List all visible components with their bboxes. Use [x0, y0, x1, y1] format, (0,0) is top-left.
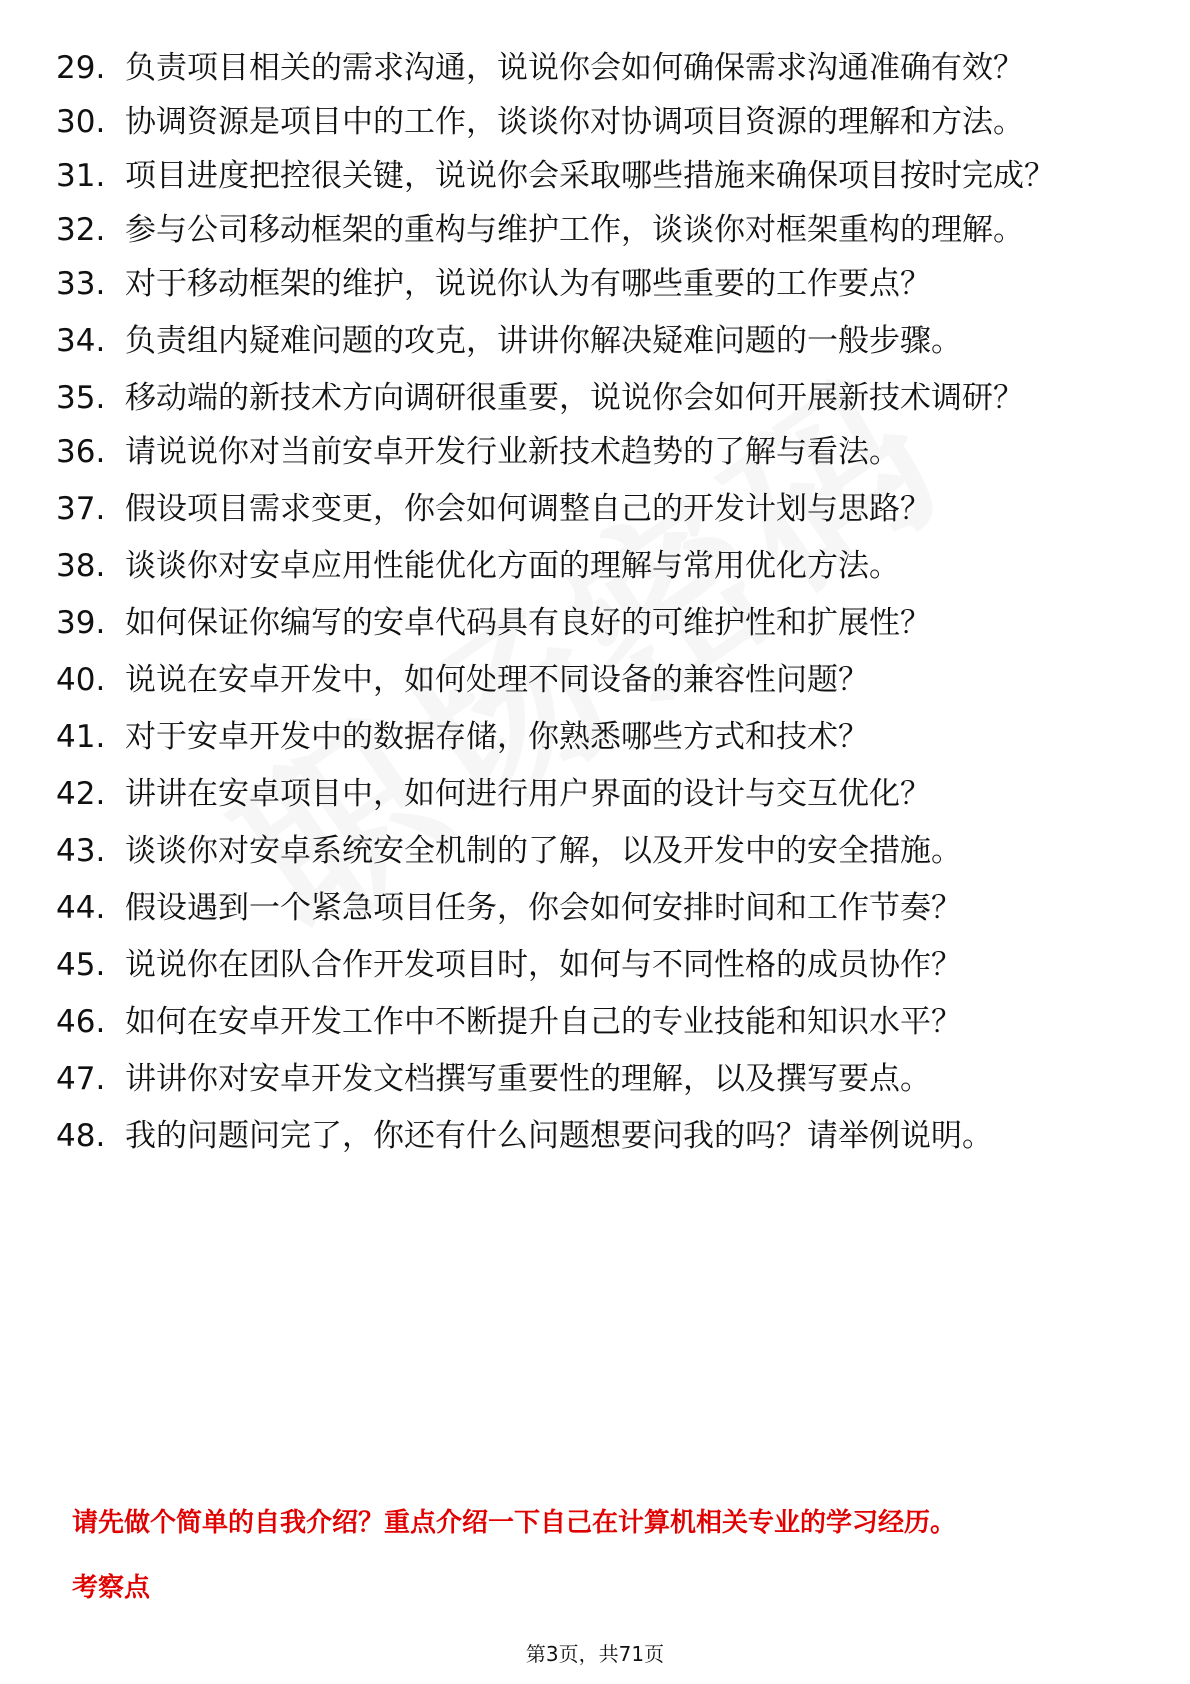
question-number: 40.: [56, 662, 106, 698]
question-number: 48.: [56, 1118, 106, 1154]
question-item: [0, 546, 1190, 586]
question-text: 谈谈你对安卓应用性能优化方面的理解与常用优化方法。: [125, 548, 900, 584]
question-number: 41.: [56, 719, 106, 755]
question-number: 38.: [56, 548, 106, 584]
question-text: 如何保证你编写的安卓代码具有良好的可维护性和扩展性？: [125, 605, 931, 641]
question-text: 参与公司移动框架的重构与维护工作，谈谈你对框架重构的理解。: [125, 212, 1024, 248]
question-item: [0, 1002, 1190, 1042]
question-text: 对于移动框架的维护，说说你认为有哪些重要的工作要点？: [125, 266, 931, 302]
question-item: [0, 603, 1190, 643]
question-number: 29.: [56, 50, 106, 86]
question-number: 42.: [56, 776, 106, 812]
question-item: [0, 945, 1190, 985]
question-number: 32.: [56, 212, 106, 248]
question-item: [0, 717, 1190, 757]
question-item: [0, 888, 1190, 928]
question-item: [0, 156, 1190, 196]
question-item: [0, 210, 1190, 250]
question-item: [0, 102, 1190, 142]
question-text: 对于安卓开发中的数据存储，你熟悉哪些方式和技术？: [125, 719, 869, 755]
question-item: [0, 378, 1190, 418]
question-text: 移动端的新技术方向调研很重要，说说你会如何开展新技术调研？: [125, 380, 1024, 416]
question-item: [0, 264, 1190, 304]
question-text: 负责项目相关的需求沟通，说说你会如何确保需求沟通准确有效？: [125, 50, 1024, 86]
question-text: 讲讲在安卓项目中，如何进行用户界面的设计与交互优化？: [125, 776, 931, 812]
question-text: 谈谈你对安卓系统安全机制的了解，以及开发中的安全措施。: [125, 833, 962, 869]
question-text: 我的问题问完了，你还有什么问题想要问我的吗？请举例说明。: [125, 1118, 993, 1154]
question-number: 46.: [56, 1004, 106, 1040]
question-text: 项目进度把控很关键，说说你会采取哪些措施来确保项目按时完成？: [125, 158, 1055, 194]
question-item: [0, 432, 1190, 472]
question-number: 39.: [56, 605, 106, 641]
question-number: 36.: [56, 434, 106, 470]
question-text: 如何在安卓开发工作中不断提升自己的专业技能和知识水平？: [125, 1004, 962, 1040]
highlight-question: 请先做个简单的自我介绍？重点介绍一下自己在计算机相关专业的学习经历。: [72, 1508, 957, 1538]
question-text: 说说在安卓开发中，如何处理不同设备的兼容性问题？: [125, 662, 869, 698]
question-number: 31.: [56, 158, 106, 194]
question-text: 讲讲你对安卓开发文档撰写重要性的理解，以及撰写要点。: [125, 1061, 931, 1097]
question-number: 34.: [56, 323, 106, 359]
question-number: 44.: [56, 890, 106, 926]
question-list: [0, 48, 1190, 1156]
question-item: [0, 1116, 1190, 1156]
question-text: 请说说你对当前安卓开发行业新技术趋势的了解与看法。: [125, 434, 900, 470]
question-item: [0, 321, 1190, 361]
question-text: 假设遇到一个紧急项目任务，你会如何安排时间和工作节奏？: [125, 890, 962, 926]
question-text: 负责组内疑难问题的攻克，讲讲你解决疑难问题的一般步骤。: [125, 323, 962, 359]
question-item: [0, 489, 1190, 529]
question-text: 说说你在团队合作开发项目时，如何与不同性格的成员协作？: [125, 947, 962, 983]
question-item: [0, 660, 1190, 700]
question-number: 35.: [56, 380, 106, 416]
question-number: 33.: [56, 266, 106, 302]
section-heading: 考察点: [72, 1573, 151, 1603]
question-number: 30.: [56, 104, 106, 140]
question-number: 37.: [56, 491, 106, 527]
question-item: [0, 831, 1190, 871]
question-number: 47.: [56, 1061, 106, 1097]
question-item: [0, 774, 1190, 814]
question-text: 假设项目需求变更，你会如何调整自己的开发计划与思路？: [125, 491, 931, 527]
page-number: 第3页，共71页: [525, 1642, 665, 1666]
question-number: 43.: [56, 833, 106, 869]
question-number: 45.: [56, 947, 106, 983]
question-text: 协调资源是项目中的工作，谈谈你对协调项目资源的理解和方法。: [125, 104, 1024, 140]
question-item: [0, 1059, 1190, 1099]
question-item: [0, 48, 1190, 88]
